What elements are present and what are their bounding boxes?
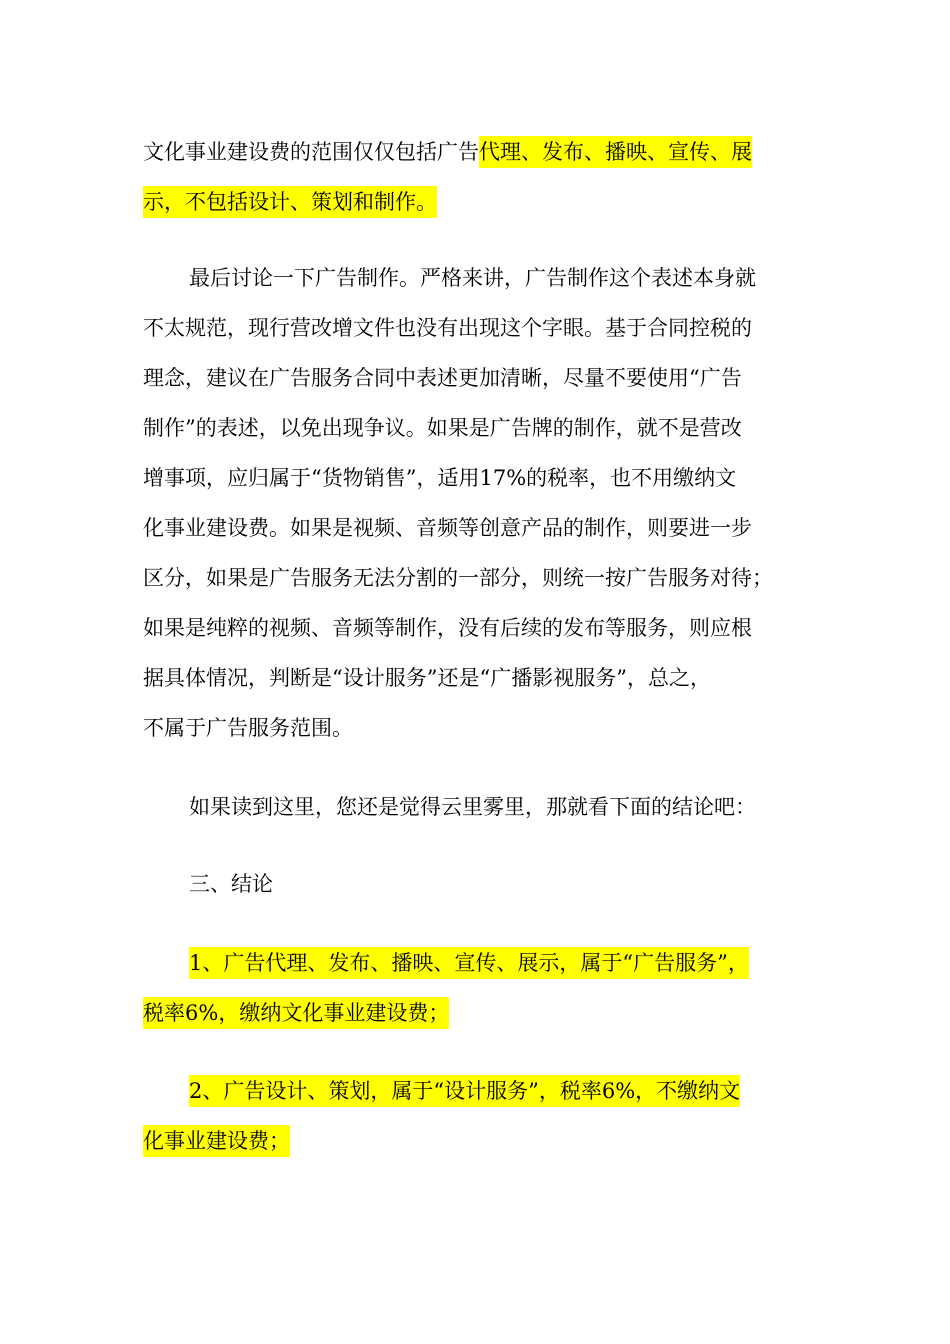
highlighted-text: 税率6%，缴纳文化事业建设费； (143, 997, 449, 1029)
paragraph-line: 化事业建设费。如果是视频、音频等创意产品的制作，则要进一步 (143, 516, 752, 540)
paragraph-line (143, 938, 803, 988)
highlighted-text: 代理、发布、播映、宣传、展 (479, 136, 752, 168)
conclusion-item-1 (143, 938, 803, 1038)
paragraph-line: 不太规范，现行营改增文件也没有出现这个字眼。基于合同控税的 (143, 316, 752, 340)
paragraph-line: 如果读到这里，您还是觉得云里雾里，那就看下面的结论吧： (189, 795, 756, 819)
paragraph-line: 增事项，应归属于“货物销售”，适用17%的税率，也不用缴纳文 (143, 466, 737, 490)
conclusion-item-2 (143, 1066, 803, 1166)
heading-text: 三、结论 (189, 872, 273, 896)
paragraph-line (143, 177, 803, 227)
highlighted-text: 1、广告代理、发布、播映、宣传、展示，属于“广告服务”， (189, 947, 749, 979)
paragraph-line (143, 127, 803, 177)
highlighted-text: 示，不包括设计、策划和制作。 (143, 186, 437, 218)
paragraph-ad-production (143, 253, 803, 753)
paragraph-line: 不属于广告服务范围。 (143, 716, 353, 740)
highlighted-text: 化事业建设费； (143, 1125, 290, 1157)
paragraph-cultural-fee-scope (143, 127, 803, 227)
paragraph-transition (143, 782, 803, 832)
paragraph-line: 区分，如果是广告服务无法分割的一部分，则统一按广告服务对待； (143, 566, 773, 590)
paragraph-line (143, 1066, 803, 1116)
paragraph-line: 制作”的表述，以免出现争议。如果是广告牌的制作，就不是营改 (143, 416, 742, 440)
section-heading-conclusion (143, 859, 803, 909)
highlighted-text: 2、广告设计、策划，属于“设计服务”，税率6%，不缴纳文 (189, 1075, 740, 1107)
paragraph-line (143, 988, 803, 1038)
paragraph-line: 理念，建议在广告服务合同中表述更加清晰，尽量不要使用“广告 (143, 366, 742, 390)
plain-text: 文化事业建设费的范围仅仅包括广告 (143, 140, 479, 164)
paragraph-line: 最后讨论一下广告制作。严格来讲，广告制作这个表述本身就 (189, 266, 756, 290)
paragraph-line (143, 1116, 803, 1166)
paragraph-line: 如果是纯粹的视频、音频等制作，没有后续的发布等服务，则应根 (143, 616, 752, 640)
paragraph-line: 据具体情况，判断是“设计服务”还是“广播影视服务”，总之， (143, 666, 711, 690)
